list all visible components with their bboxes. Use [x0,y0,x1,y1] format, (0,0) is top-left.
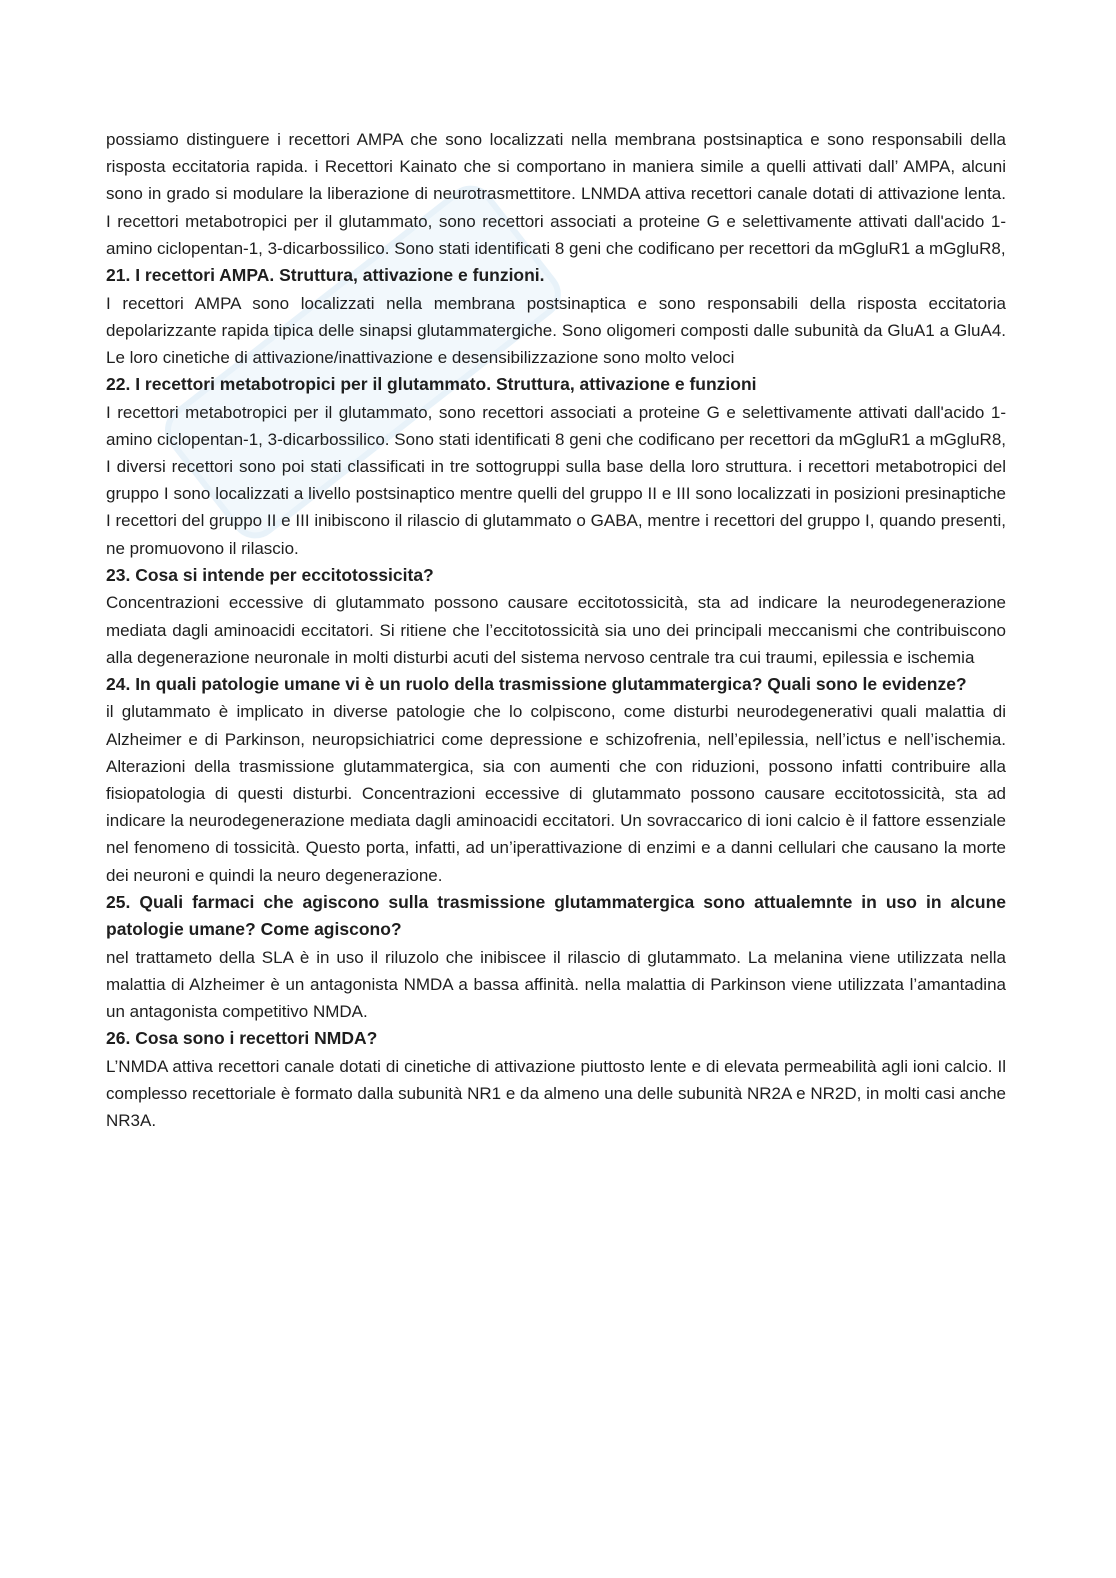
document-page [106,126,1006,1546]
question-22-answer: I recettori metabotropici per il glutammato, sono recettori associati a proteine G e selettivamente attivati dall'acido 1-amino ciclopentan-1, 3-dicarbossilico. Sono stati identificati 8 geni che codificano per recettori da mGgluR1 a mGgluR8, I diversi recettori sono poi stati classificati in tre sottogruppi sulla base della loro struttura. i recettori metabotropici del gruppo I sono localizzati a livello postsinaptico mentre quelli del gruppo II e III sono localizzati in posizioni presinaptiche I recettori del gruppo II e III inibiscono il rilascio di glutammato o GABA, mentre i recettori del gruppo I, quando presenti, ne promuovono il rilascio. [106,402,1006,558]
question-23-answer: Concentrazioni eccessive di glutammato possono causare eccitotossicità, sta ad indicare la neurodegenerazione mediata dagli aminoacidi eccitatori. Si ritiene che l’eccitotossicità sia uno dei principali meccanismi che contribuiscono alla degenerazione neuronale in molti disturbi acuti del sistema nervoso centrale tra cui traumi, epilessia e ischemia [106,593,1006,667]
question-21-answer: I recettori AMPA sono localizzati nella membrana postsinaptica e sono responsabili della risposta eccitatoria depolarizzante rapida tipica delle sinapsi glutammatergiche. Sono oligomeri composti dalle subunità da GluA1 a GluA4. Le loro cinetiche di attivazione/inattivazione e desensibilizzazione sono molto veloci [106,293,1006,367]
question-22-heading: 22. I recettori metabotropici per il glutammato. Struttura, attivazione e funzioni [106,374,757,395]
question-25-answer: nel trattameto della SLA è in uso il riluzolo che inibiscee il rilascio di glutammato. La melanina viene utilizzata nella malattia di Alzheimer è un antagonista NMDA a bassa affinità. nella malattia di Parkinson viene utilizzata l’amantadina un antagonista competitivo NMDA. [106,947,1006,1022]
question-24-answer: il glutammato è implicato in diverse patologie che lo colpiscono, come disturbi neurodegenerativi quali malattia di Alzheimer e di Parkinson, neuropsichiatrici come depressione e schizofrenia, nell’epilessia, nell’ictus e nell’ischemia. Alterazioni della trasmissione glutammatergica, sia con aumenti che con riduzioni, possono infatti contribuire alla fisiopatologia di questi disturbi. Concentrazioni eccessive di glutammato possono causare eccitotossicità, sta ad indicare la neurodegenerazione mediata dagli aminoacidi eccitatori. Un sovraccarico di ioni calcio è il fattore essenziale nel fenomeno di tossicità. Questo porta, infatti, ad un’iperattivazione di enzimi e a danni cellulari che causano la morte dei neuroni e quindi la neuro degenerazione. [106,702,1006,885]
question-25-heading: 25. Quali farmaci che agiscono sulla trasmissione glutammatergica sono attualemnte in uso in alcune patologie umane? Come agiscono? [106,891,1006,940]
question-26-heading: 26. Cosa sono i recettori NMDA? [106,1028,378,1049]
question-26-answer: L’NMDA attiva recettori canale dotati di cinetiche di attivazione piuttosto lente e di elevata permeabilità agli ioni calcio. Il complesso recettoriale è formato dalla subunità NR1 e da almeno una delle subunità NR2A e NR2D, in molti casi anche NR3A. [106,1056,1006,1131]
question-24-heading: 24. In quali patologie umane vi è un ruolo della trasmissione glutammatergica? Quali sono le evidenze? [106,673,967,694]
document-content [106,126,1006,1135]
intro-paragraph: possiamo distinguere i recettori AMPA che sono localizzati nella membrana postsinaptica e sono responsabili della risposta eccitatoria rapida. i Recettori Kainato che si comportano in maniera simile a quelli attivati dall’ AMPA, alcuni sono in grado si modulare la liberazione di neurotrasmettitore. LNMDA attiva recettori canale dotati di attivazione lenta. I recettori metabotropici per il glutammato, sono recettori associati a proteine G e selettivamente attivati dall'acido 1-amino ciclopentan-1, 3-dicarbossilico. Sono stati identificati 8 geni che codificano per recettori da mGgluR1 a mGgluR8, [106,130,1006,258]
question-21-heading: 21. I recettori AMPA. Struttura, attivazione e funzioni. [106,265,545,286]
question-23-heading: 23. Cosa si intende per eccitotossicita? [106,564,434,585]
